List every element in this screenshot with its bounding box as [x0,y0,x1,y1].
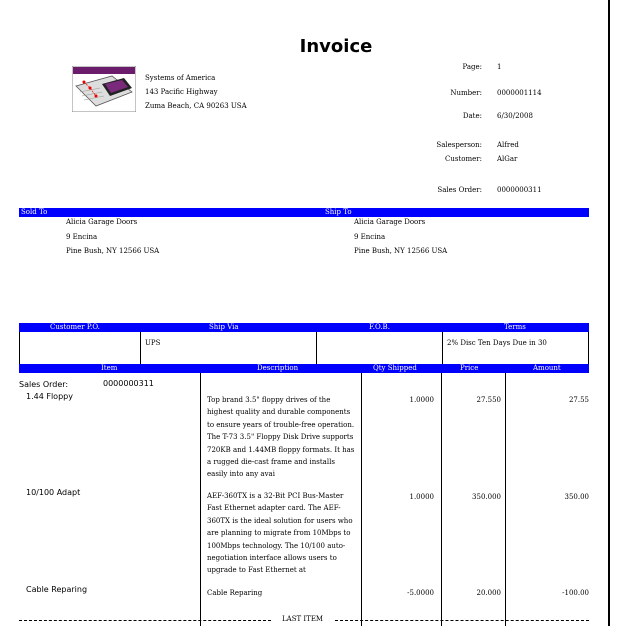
items-header-bar [19,364,589,373]
sold-to-header: Sold To [21,208,48,216]
number-label: Number: [450,89,482,97]
ship-to-header: Ship To [325,208,352,216]
price-col-header: Price [460,364,479,372]
items-col-divider [200,373,201,626]
salesperson-value: Alfred [497,141,519,149]
last-item-label: LAST ITEM [282,615,324,623]
line-item-price: 20.000 [476,589,501,597]
number-value: 0000001114 [497,89,542,97]
terms-header: Terms [504,323,526,331]
last-item-rule-right [335,620,589,621]
line-item-price: 27.550 [476,396,501,404]
ship-to-name: Alicia Garage Doors [354,218,426,226]
line-item-name: 10/100 Adapt [26,488,81,497]
line-item-price: 350.000 [472,493,501,501]
amount-col-header: Amount [533,364,561,372]
sales-order-line-label: Sales Order: [19,380,69,389]
fob-header: F.O.B. [369,323,390,331]
ship-to-city: Pine Bush, NY 12566 USA [354,247,448,255]
page-label: Page: [462,63,482,71]
line-item-description: AEF-360TX is a 32-Bit PCI Bus-Master Fast Ethernet adapter card. The AEF-360TX is the ideal solution for users who are planning to migrate from 10Mbps to 100Mbps technology. The 10/100 auto-negotiation interface allows users to upgrade to Fast Ethernet at [207,492,353,575]
sold-to-street: 9 Encina [66,233,98,241]
computer-keyboard-logo [72,66,136,112]
sales-order-value: 0000000311 [497,186,542,194]
customer-value: AlGar [497,155,518,163]
item-col-header: Item [101,364,118,372]
company-street: 143 Pacific Highway [145,88,218,96]
sales-order-line-value: 0000000311 [103,379,154,388]
date-label: Date: [462,112,482,120]
description-col-header: Description [257,364,299,372]
line-item-qty: 1.0000 [409,396,434,404]
terms-header-bar [19,323,589,332]
line-item-name: 1.44 Floppy [26,392,73,401]
date-value: 6/30/2008 [497,112,533,120]
terms-row-divider [140,332,141,364]
ship-via-value: UPS [145,339,161,347]
customer-label: Customer: [445,155,482,163]
sales-order-label: Sales Order: [437,186,482,194]
page-value: 1 [497,63,502,71]
terms-row-divider [442,332,443,364]
address-header-bar [19,208,589,217]
terms-row-border-left [19,332,20,364]
company-name: Systems of America [145,74,216,82]
line-item-name: Cable Reparing [26,585,88,594]
line-item-amount: -100.00 [562,589,589,597]
sold-to-name: Alicia Garage Doors [66,218,138,226]
sold-to-city: Pine Bush, NY 12566 USA [66,247,160,255]
line-item-amount: 27.55 [568,396,589,404]
document-title: Invoice [299,36,373,57]
terms-row-divider [316,332,317,364]
ship-to-street: 9 Encina [354,233,386,241]
qty-col-header: Qty Shipped [373,364,417,372]
ship-via-header: Ship Via [209,323,239,331]
line-item-description: Top brand 3.5" floppy drives of the highest quality and durable components to ensure years of trouble-free operation. The T-73 3.5" Floppy Disk Drive supports 720KB and 1.44MB floppy formats. It has a rugged die-cast frame and installs easily into any avai [207,396,355,479]
line-item-amount: 350.00 [564,493,589,501]
terms-value: 2% Disc Ten Days Due in 30 [447,339,547,347]
last-item-rule-left [19,620,271,621]
line-item-description: Cable Reparing [207,589,263,597]
line-item-qty: 1.0000 [409,493,434,501]
company-logo [72,66,136,112]
right-border [608,0,622,626]
company-city: Zuma Beach, CA 90263 USA [145,102,247,110]
customer-po-header: Customer P.O. [50,323,100,331]
salesperson-label: Salesperson: [436,141,482,149]
line-item-qty: -5.0000 [407,589,434,597]
terms-row-border-right [588,332,589,364]
